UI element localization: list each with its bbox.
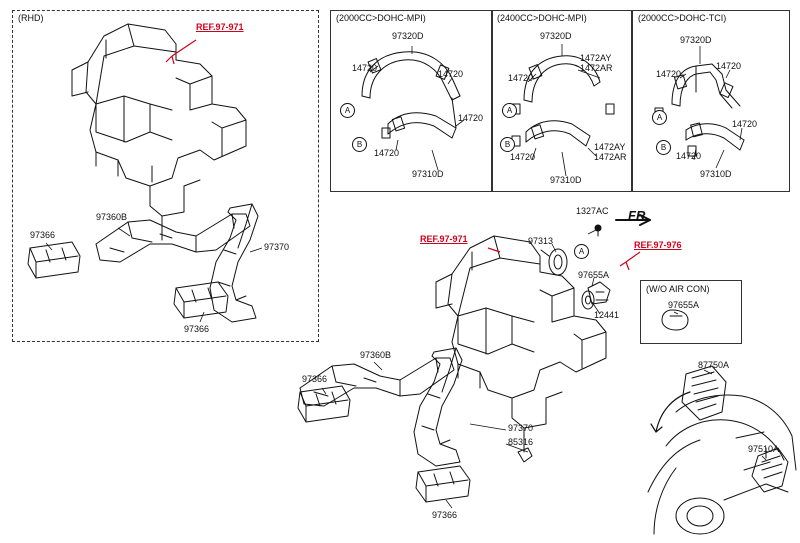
callout-97360B-main: 97360B (360, 350, 392, 360)
callout-97320D-1: 97320D (392, 31, 424, 41)
circle-marker-b-3: B (656, 140, 671, 155)
callout-14720-2a: 14720 (508, 73, 534, 83)
panel-label-hose-2000-mpi: (2000CC>DOHC-MPI) (336, 13, 426, 23)
callout-14720-1d: 14720 (374, 148, 400, 158)
callout-97366-main-bottom: 97366 (432, 510, 458, 520)
callout-97310D-1: 97310D (412, 169, 444, 179)
callout-14720-3d: 14720 (676, 151, 702, 161)
callout-1472AY-1: 1472AY (580, 53, 612, 63)
panel-label-wo-air-con: (W/O AIR CON) (646, 284, 710, 294)
callout-97320D-2: 97320D (540, 31, 572, 41)
circle-marker-a-3: A (652, 110, 667, 125)
panel-label-hose-2400-mpi: (2400CC>DOHC-MPI) (497, 13, 587, 23)
ref-97-976[interactable]: REF.97-976 (634, 240, 682, 250)
panel-label-hose-2000-tci: (2000CC>DOHC-TCI) (638, 13, 727, 23)
callout-14720-3c: 14720 (732, 119, 758, 129)
callout-14720-1c: 14720 (458, 113, 484, 123)
ref-97-971-rhd[interactable]: REF.97-971 (196, 22, 244, 32)
callout-97310D-2: 97310D (550, 175, 582, 185)
callout-1472AR-2: 1472AR (594, 152, 627, 162)
callout-97510A: 97510A (748, 444, 780, 454)
callout-97655A-main: 97655A (578, 270, 610, 280)
callout-97370-rhd: 97370 (264, 242, 290, 252)
callout-1472AR-1: 1472AR (580, 63, 613, 73)
circle-marker-b-1: B (352, 137, 367, 152)
fr-direction-marker: FR. (628, 208, 649, 223)
callout-97310D-3: 97310D (700, 169, 732, 179)
callout-14720-1a: 14720 (352, 63, 378, 73)
callout-87750A: 87750A (698, 360, 730, 370)
circle-marker-b-2: B (500, 137, 515, 152)
callout-14720-3a: 14720 (656, 69, 682, 79)
circle-marker-a-main: A (574, 244, 589, 259)
callout-14720-3b: 14720 (716, 61, 742, 71)
callout-12441: 12441 (594, 310, 620, 320)
callout-97366-rhd-bottom: 97366 (184, 324, 210, 334)
callout-97360B-rhd: 97360B (96, 212, 128, 222)
callout-1327AC: 1327AC (576, 206, 609, 216)
panel-label-rhd: (RHD) (18, 13, 44, 23)
circle-marker-a-1: A (340, 103, 355, 118)
callout-14720-1b: 14720 (438, 69, 464, 79)
callout-14720-2b: 14720 (510, 152, 536, 162)
callout-97366-rhd-left: 97366 (30, 230, 56, 240)
circle-marker-a-2: A (502, 103, 517, 118)
callout-97366-main-left: 97366 (302, 374, 328, 384)
callout-1472AY-2: 1472AY (594, 142, 626, 152)
callout-97655A-wo-air-con: 97655A (668, 300, 700, 310)
callout-97320D-3: 97320D (680, 35, 712, 45)
callout-97370-main: 97370 (508, 423, 534, 433)
ref-97-971-main[interactable]: REF.97-971 (420, 234, 468, 244)
callout-97313: 97313 (528, 236, 554, 246)
callout-85316: 85316 (508, 437, 534, 447)
